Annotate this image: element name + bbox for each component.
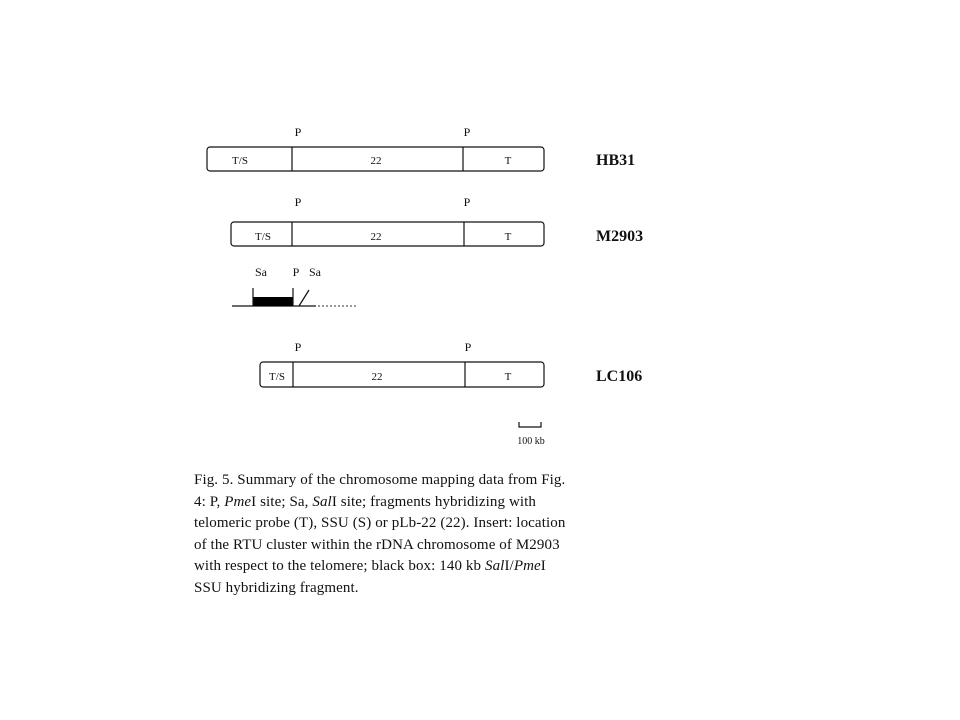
segment-label-ts: T/S — [269, 371, 285, 383]
pme-site-label: P — [463, 195, 471, 209]
caption-line: telomeric probe (T), SSU (S) or pLb-22 (22). Insert: location — [194, 515, 566, 531]
caption-line: 4: P, PmeI site; Sa, SalI site; fragments hybridizing with — [194, 493, 537, 510]
segment-label-22: 22 — [370, 155, 382, 167]
caption-line: of the RTU cluster within the rDNA chromosome of M2903 — [194, 536, 560, 553]
strain-label-hb31: HB31 — [596, 152, 636, 169]
segment-label-ts: T/S — [232, 155, 248, 167]
scale-bar-label: 100 kb — [517, 436, 545, 447]
chromosome-m2903 — [231, 195, 643, 246]
segment-label-22: 22 — [371, 371, 383, 383]
segment-label-t: T — [504, 231, 512, 243]
segment-label-22: 22 — [370, 231, 382, 243]
rtu-cluster-insert — [232, 265, 358, 306]
segment-label-ts: T/S — [255, 231, 271, 243]
caption-line: SSU hybridizing fragment. — [194, 579, 359, 596]
segment-label-t: T — [504, 371, 512, 383]
chromosome-bar — [260, 362, 544, 387]
sal-site-label: Sa — [255, 265, 267, 279]
pme-site-label: P — [463, 125, 471, 139]
segment-label-t: T — [504, 155, 512, 167]
strain-label-lc106: LC106 — [596, 368, 643, 385]
sal-site-slanted-tick — [299, 290, 309, 306]
scale-bar — [517, 422, 545, 447]
pme-site-label: P — [294, 125, 302, 139]
figure-caption — [194, 470, 656, 599]
pme-site-label: P — [294, 195, 302, 209]
pme-site-label: P — [292, 265, 300, 279]
chromosome-hb31 — [207, 125, 635, 171]
pme-site-label: P — [294, 340, 302, 354]
ssu-fragment-black-box — [253, 297, 293, 306]
chromosome-lc106 — [260, 340, 642, 387]
scale-bar-bracket — [519, 422, 541, 427]
chromosome-bar — [231, 222, 544, 246]
pme-site-label: P — [464, 340, 472, 354]
sal-site-label: Sa — [309, 265, 321, 279]
caption-line: with respect to the telomere; black box: 140 kb SalI/PmeI — [194, 558, 546, 574]
caption-line: Fig. 5. Summary of the chromosome mapping data from Fig. — [194, 472, 566, 488]
strain-label-m2903: M2903 — [596, 228, 644, 245]
